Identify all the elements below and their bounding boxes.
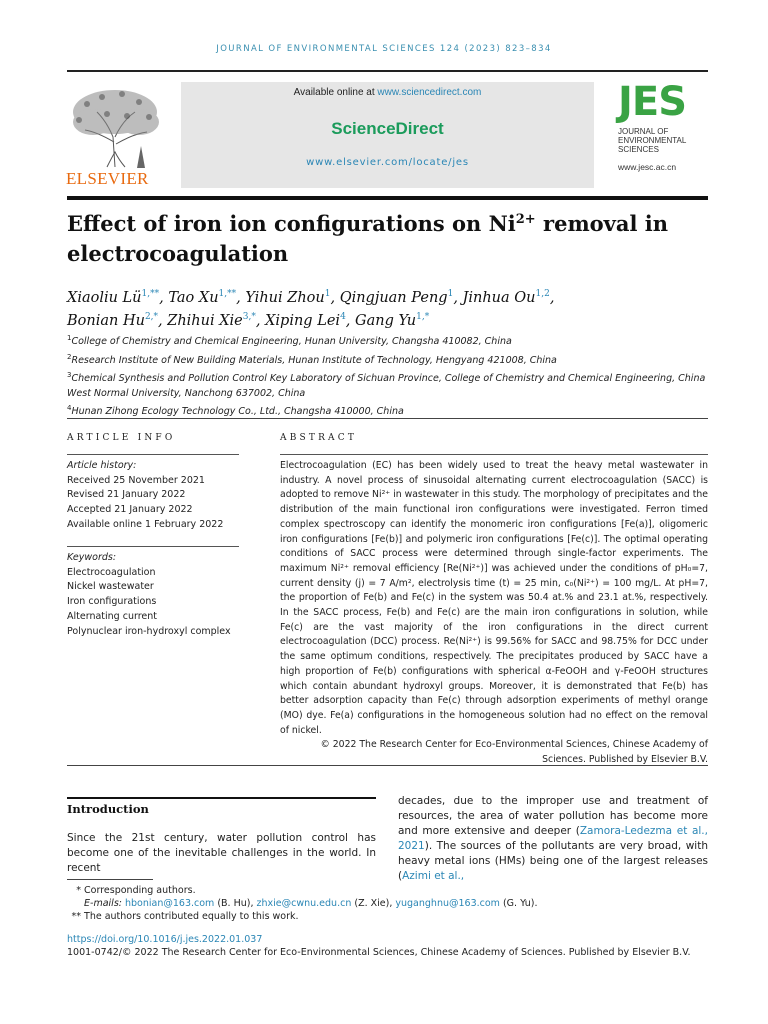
author[interactable]: Xiping Lei$^4$, xyxy=(265,311,356,329)
keywords-label: Keywords: xyxy=(67,552,117,563)
article-info-heading: ARTICLE INFO xyxy=(67,433,176,443)
title-part1: Effect of iron ion configurations on Ni xyxy=(67,211,516,236)
article-info-rule xyxy=(67,454,239,455)
jes-url[interactable]: www.jesc.ac.cn xyxy=(618,162,677,172)
citation-link[interactable]: Azimi et al., xyxy=(402,870,465,882)
abstract-rule xyxy=(280,454,708,455)
abstract-copyright: © 2022 The Research Center for Eco-Environmental Sciences, Chinese Academy of Sciences. Published by Elsevier B.V. xyxy=(320,739,708,766)
jes-fullname xyxy=(618,127,718,154)
affiliation: $^4$Hunan Zihong Ecology Technology Co., Ltd., Changsha 410000, China xyxy=(67,404,404,418)
top-rule xyxy=(67,70,708,72)
section-heading-introduction: Introduction xyxy=(67,802,149,816)
author[interactable]: Jinhua Ou$^{1,2}$, xyxy=(462,289,555,306)
issn-line: 1001-0742/© 2022 The Research Center for Eco-Environmental Sciences, Chinese Academy of Sciences. Published by Elsevier B.V. xyxy=(67,947,691,958)
journal-url-link[interactable]: www.elsevier.com/locate/jes xyxy=(306,157,469,168)
jes-line2: ENVIRONMENTAL xyxy=(618,136,687,145)
intro-paragraph-right: decades, due to the improper use and treatment of resources, the area of water pollution has become more and more extensive and deeper (Zamora-Ledezma et al., 2021). The sources of the pollutants are very broad, with heavy metal ions (HMs) being one of the largest releases (Azimi et al., xyxy=(398,795,708,882)
section-rule xyxy=(67,765,708,766)
intro-rule xyxy=(67,797,376,799)
history-item: Revised 21 January 2022 xyxy=(67,489,186,501)
author[interactable]: Yihui Zhou$^1$, xyxy=(245,289,340,306)
keyword: Electrocoagulation xyxy=(67,566,156,578)
email-link[interactable]: hbonian@163.com xyxy=(125,898,215,909)
author[interactable]: Gang $Yu^{1,*}$ xyxy=(355,311,430,329)
sciencedirect-link[interactable]: www.sciencedirect.com xyxy=(377,87,482,98)
doi-link[interactable]: https://doi.org/10.1016/j.jes.2022.01.037 xyxy=(67,934,263,945)
history-item: Accepted 21 January 2022 xyxy=(67,504,193,516)
footnote-corresponding: * Corresponding authors. xyxy=(76,885,196,896)
title-part2: removal in electrocoagulation xyxy=(67,211,669,266)
footnote-rule xyxy=(67,879,153,880)
affiliation-list xyxy=(67,331,707,420)
abstract-heading: ABSTRACT xyxy=(280,433,358,443)
history-item: Received 25 November 2021 xyxy=(67,474,205,486)
intro-paragraph-left: Since the 21st century, water pollution control has become one of the inevitable challenges in the world. In recent xyxy=(67,832,376,874)
citation-link[interactable]: Zamora-Ledezma et al., 2021 xyxy=(398,825,708,852)
author-list xyxy=(67,285,707,331)
footnotes xyxy=(67,884,707,923)
email-link[interactable]: zhxie@cwnu.edu.cn xyxy=(256,898,352,909)
article-title xyxy=(67,205,707,269)
available-online xyxy=(181,87,594,98)
jes-logo xyxy=(618,80,710,172)
footnote-equal: ** The authors contributed equally to this work. xyxy=(71,911,299,922)
history-item: Available online 1 February 2022 xyxy=(67,518,224,530)
keyword: Polynuclear iron-hydroxyl complex xyxy=(67,625,231,637)
journal-citation: JOURNAL OF ENVIRONMENTAL SCIENCES 124 (2023) 823–834 xyxy=(216,44,552,54)
email-link[interactable]: yuganghnu@163.com xyxy=(395,898,500,909)
header-rule xyxy=(67,196,708,200)
keyword: Iron configurations xyxy=(67,596,157,608)
affiliation: $^1$College of Chemistry and Chemical Engineering, Hunan University, Changsha 410082, China xyxy=(67,334,512,348)
history-label: Article history: xyxy=(67,460,137,471)
footnote-emails: E-mails: hbonian@163.com (B. Hu), zhxie@cwnu.edu.cn (Z. Xie), yuganghnu@163.com (G. Yu). xyxy=(84,898,538,909)
keyword: Nickel wastewater xyxy=(67,581,154,593)
jes-acronym: JES xyxy=(618,79,687,125)
article-history xyxy=(67,459,242,533)
available-online-label: Available online at xyxy=(293,87,375,98)
keywords xyxy=(67,551,257,639)
author[interactable]: Bonian $Hu^{2,*}$, xyxy=(67,311,168,329)
author[interactable]: Xiaoliu $Lü^{1,**}$, xyxy=(67,289,169,306)
title-sup: 2+ xyxy=(515,212,536,227)
section-rule xyxy=(67,418,708,419)
jes-line3: SCIENCES xyxy=(618,145,659,154)
sciencedirect-brand: ScienceDirect xyxy=(331,119,444,138)
author[interactable]: Zhihui Xie$^{3,*}$, xyxy=(167,311,266,329)
author[interactable]: Qingjuan Peng$^1$, xyxy=(339,289,463,306)
affiliation: $^3$Chemical Synthesis and Pollution Control Key Laboratory of Sichuan Province, College of Chemistry and Chemical Engineering, China West Normal University, Nanchong 637002, China xyxy=(67,371,706,399)
keywords-rule xyxy=(67,546,239,547)
author[interactable]: Tao $Xu^{1,**}$, xyxy=(168,289,246,306)
elsevier-logo-text: ELSEVIER xyxy=(66,169,149,188)
affiliation: $^2$Research Institute of New Building Materials, Hunan Institute of Technology, Hengyang 421008, China xyxy=(67,352,557,366)
sciencedirect-banner xyxy=(181,82,594,188)
abstract xyxy=(280,459,708,768)
keyword: Alternating current xyxy=(67,610,157,622)
abstract-text: Electrocoagulation (EC) has been widely used to treat the heavy metal wastewater in industry. A novel process of sinusoidal alternating current electrocoagulation (SACC) is adopted to remove Ni²⁺ in wastewater in this study. The morphology of precipitates and the distribution of the main functional iron configurations were investigated. Ferron timed complex spectroscopy can identify the monomeric iron configurations [Fe(a)], oligomeric iron configurations [Fe(b)] and polymeric iron configurations [Fe(c)]. The optimal operating conditions of SACC process were determined through single-factor experiments. The maximum Ni²⁺ removal efficiency [Re(Ni²⁺)] was achieved under the conditions of pH₀=7, current density (j) = 7 A/m², electrolysis time (t) = 25 min, c₀(Ni²⁺) = 100 mg/L. At pH=7, the proportion of Fe(b) and Fe(c) in the system was 50.4 at.% and 23.1 at.%, respectively. In the SACC process, Fe(b) and Fe(c) are the main iron configurations in solution, while Fe(c) are the vast majority of the iron configurations in the direct current electrocoagulation (DCC) process. Re(Ni²⁺) is 99.56% for SACC and 98.75% for DCC under the same optimum conditions, respectively. The precipitates produced by SACC have a high proportion of Fe(b) configurations with spherical α-FeOOH and γ-FeOOH structures which contain abundant hydroxyl groups. Moreover, it is demonstrated that Fe(b) has better adsorption capacity than Fe(c) through adsorption experiments of methyl orange (MO) dye. Fe(a) configurations in the homogeneous solution had no effect on the removal of nickel. xyxy=(280,460,708,736)
jes-line1: JOURNAL OF xyxy=(618,127,669,136)
